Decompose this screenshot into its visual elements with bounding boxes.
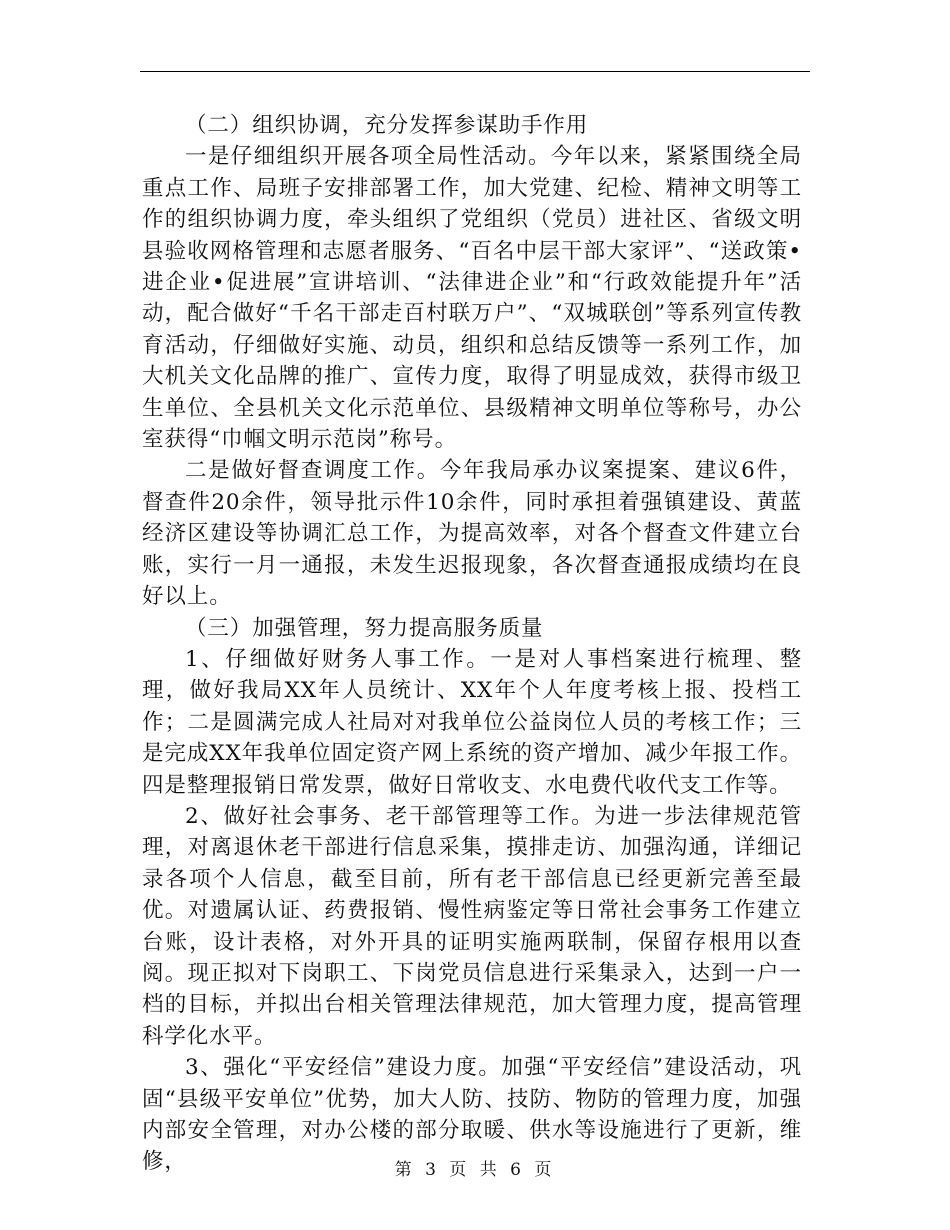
paragraph-supervision: 二是做好督查调度工作。今年我局承办议案提案、建议6件，督查件20余件，领导批示件10余件，同时承担着强镇建设、黄蓝经济区建设等协调汇总工作，为提高效率，对各个督查文件建立台账，实行一月一通报，未发生迟报现象，各次督查通报成绩均在良好以上。 — [142, 458, 802, 610]
paragraph-finance-personnel: 1、仔细做好财务人事工作。一是对人事档案进行梳理、整理，做好我局XX年人员统计、XX年个人年度考核上报、投档工作；二是圆满完成人社局对对我单位公益岗位人员的考核工作；三是完成XX年我单位固定资产网上系统的资产增加、减少年报工作。四是整理报销日常发票，做好日常收支、水电费代收代支工作等。 — [142, 646, 802, 798]
document-body — [142, 110, 802, 1178]
paragraph-safety: 3、强化“平安经信”建设力度。加强“平安经信”建设活动，巩固“县级平安单位”优势，加大人防、技防、物防的管理力度，加强内部安全管理，对办公楼的部分取暖、供水等设施进行了更新，维修， — [142, 1055, 802, 1175]
header-rule — [140, 71, 810, 72]
section-heading-2: （二）组织协调，充分发挥参谋助手作用 — [185, 113, 589, 138]
section-heading-3: （三）加强管理，努力提高服务质量 — [185, 615, 544, 641]
paragraph-social-affairs: 2、做好社会事务、老干部管理等工作。为进一步法律规范管理，对离退休老干部进行信息采集，摸排走访、加强沟通，详细记录各项个人信息，截至目前，所有老干部信息已经更新完善至最优。对遗属认证、药费报销、慢性病鉴定等日常社会事务工作建立台账，设计表格，对外开具的证明实施两联制，保留存根用以查阅。现正拟对下岗职工、下岗党员信息进行采集录入，达到一户一档的目标，并拟出台相关管理法律规范，加大管理力度，提高管理科学化水平。 — [142, 803, 802, 1049]
paragraph-organize-activities: 一是仔细组织开展各项全局性活动。今年以来，紧紧围绕全局重点工作、局班子安排部署工作，加大党建、纪检、精神文明等工作的组织协调力度，牵头组织了党组织（党员）进社区、省级文明县验收网格管理和志愿者服务、“百名中层干部大家评”、“送政策•进企业•促进展”宣讲培训、“法律进企业”和“行政效能提升年”活动，配合做好“千名干部走百村联万户”、“双城联创”等系列宣传教育活动，仔细做好实施、动员，组织和总结反馈等一系列工作，加大机关文化品牌的推广、宣传力度，取得了明显成效，获得市级卫生单位、全县机关文化示范单位、县级精神文明单位等称号，办公室获得“巾帼文明示范岗”称号。 — [142, 144, 802, 453]
page-number-footer: 第 3 页 共 6 页 — [394, 1160, 556, 1180]
